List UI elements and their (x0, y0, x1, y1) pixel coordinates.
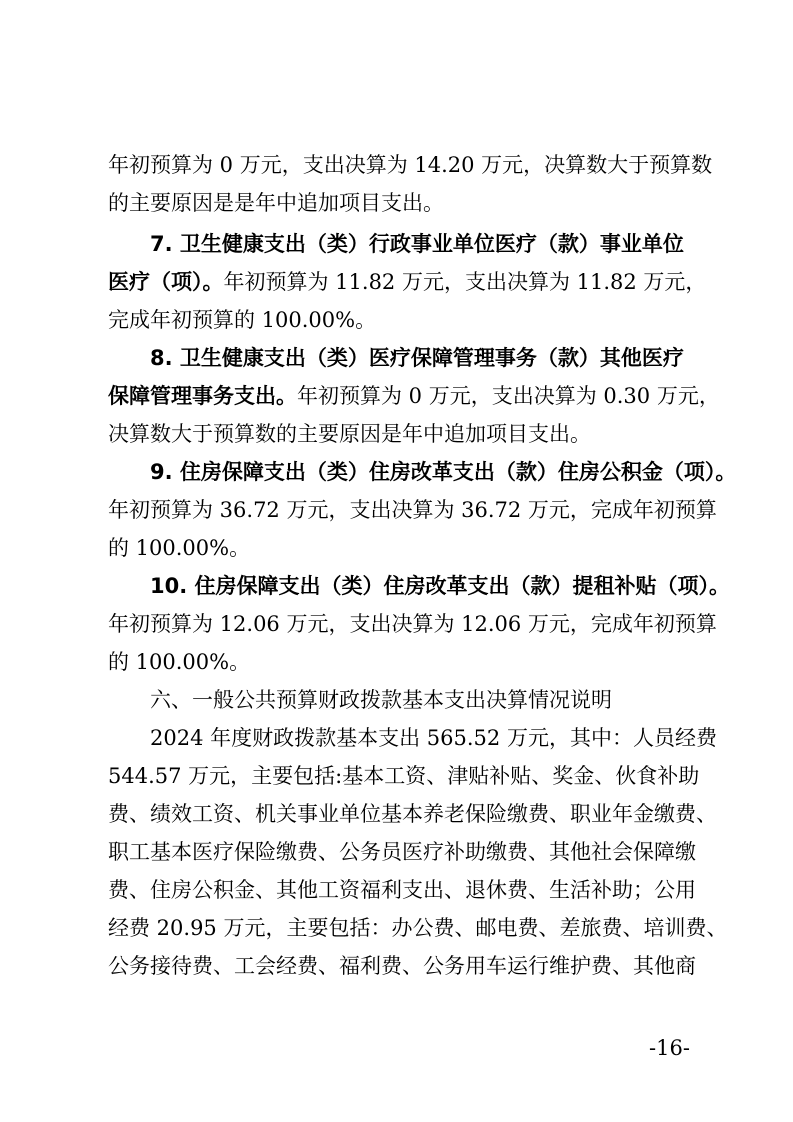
body-line: 的 100.00%。 (108, 536, 251, 560)
item-7-heading: 7. 卫生健康支出（类）行政事业单位医疗（款）事业单位 (150, 232, 684, 256)
page-number: -16- (649, 1036, 690, 1060)
body-line: 公务接待费、工会经费、福利费、公务用车运行维护费、其他商 (108, 954, 696, 978)
body-line: 的主要原因是是年中追加项目支出。 (108, 191, 444, 215)
item-7-text: 年初预算为 11.82 万元，支出决算为 11.82 万元， (223, 270, 707, 294)
item-9-heading: 9. 住房保障支出（类）住房改革支出（款）住房公积金（项）。 (150, 460, 737, 484)
body-line: 年初预算为 36.72 万元，支出决算为 36.72 万元，完成年初预算 (108, 498, 717, 522)
body-line: 决算数大于预算数的主要原因是年中追加项目支出。 (108, 422, 591, 446)
body-line: 费、绩效工资、机关事业单位基本养老保险缴费、职业年金缴费、 (108, 802, 717, 826)
item-8-heading-end: 保障管理事务支出。 (108, 384, 297, 408)
body-line: 年初预算为 12.06 万元，支出决算为 12.06 万元，完成年初预算 (108, 612, 717, 636)
body-line: 完成年初预算的 100.00%。 (108, 308, 377, 332)
item-7-heading-end: 医疗（项）。 (108, 270, 224, 294)
body-line: 经费 20.95 万元，主要包括：办公费、邮电费、差旅费、培训费、 (108, 916, 728, 940)
section-heading: 六、一般公共预算财政拨款基本支出决算情况说明 (150, 688, 612, 712)
item-8-text: 年初预算为 0 万元，支出决算为 0.30 万元， (297, 384, 720, 408)
item-8-line (108, 383, 720, 409)
body-line: 2024 年度财政拨款基本支出 565.52 万元，其中：人员经费 (150, 726, 717, 750)
item-10-heading: 10. 住房保障支出（类）住房改革支出（款）提租补贴（项）。 (150, 574, 731, 598)
body-line: 年初预算为 0 万元，支出决算为 14.20 万元，决算数大于预算数 (108, 153, 713, 177)
item-8-heading: 8. 卫生健康支出（类）医疗保障管理事务（款）其他医疗 (150, 346, 684, 370)
item-7-line (108, 269, 706, 295)
body-line: 的 100.00%。 (108, 650, 251, 674)
body-line: 费、住房公积金、其他工资福利支出、退休费、生活补助；公用 (108, 878, 696, 902)
body-line: 职工基本医疗保险缴费、公务员医疗补助缴费、其他社会保障缴 (108, 840, 696, 864)
body-line: 544.57 万元，主要包括:基本工资、津贴补贴、奖金、伙食补助 (108, 764, 700, 788)
